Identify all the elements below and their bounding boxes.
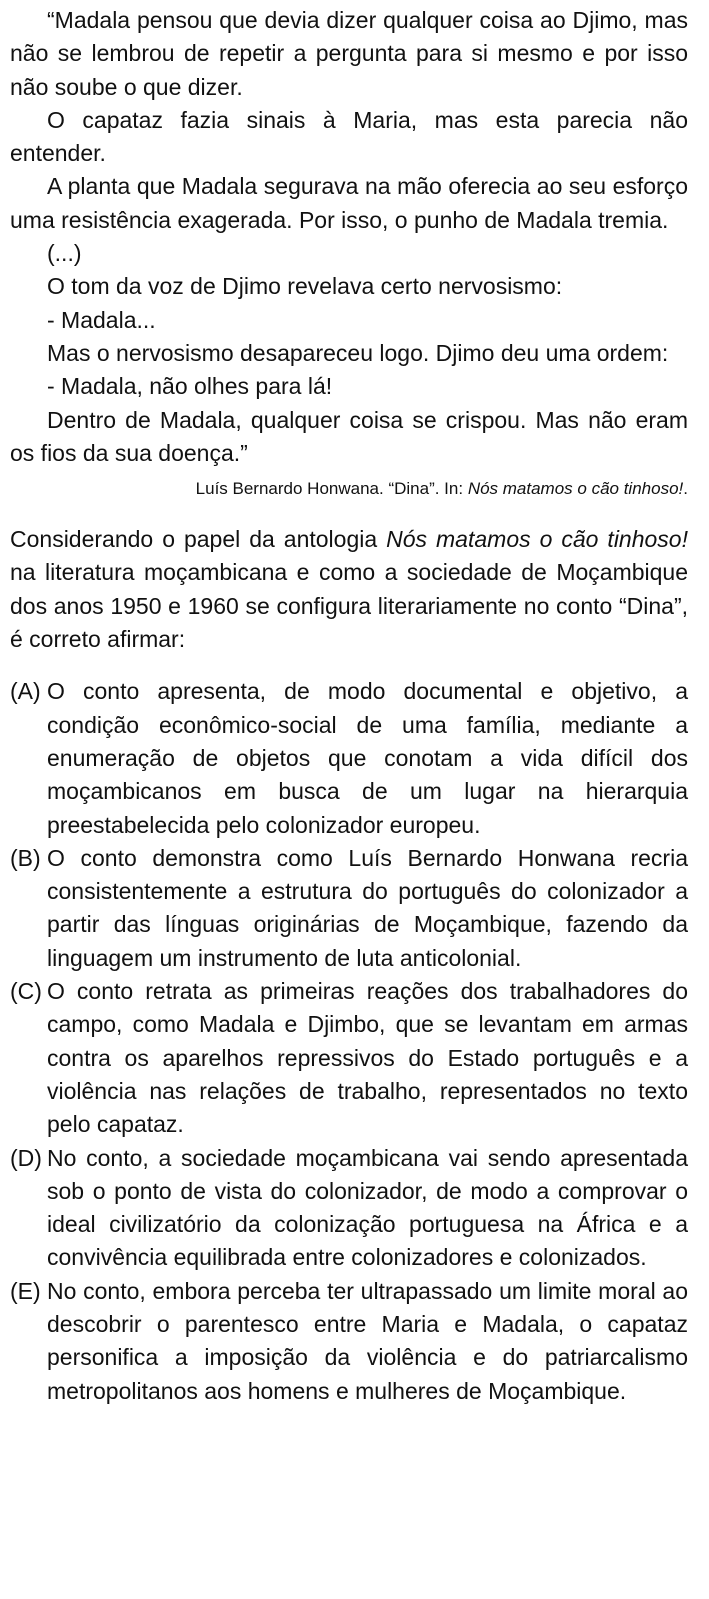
option-text: O conto demonstra como Luís Bernardo Honwana recria consistentemente a estrutura do português do colonizador a partir das línguas originárias de Moçambique, fazendo da linguagem um instrumento de luta anticolonial. — [47, 844, 688, 971]
excerpt-paragraph: Mas o nervosismo desapareceu logo. Djimo deu uma ordem: — [47, 339, 669, 366]
source-book-title: Nós matamos o cão tinhoso! — [467, 479, 684, 499]
excerpt-paragraph: Dentro de Madala, qualquer coisa se crispou. Mas não eram os fios da sua doença.” — [10, 406, 688, 466]
excerpt-paragraph: A planta que Madala segurava na mão oferecia ao seu esforço uma resistência exagerada. Por isso, o punho de Madala tremia. — [10, 173, 688, 233]
option-letter: (E) — [10, 1277, 41, 1304]
question-part-2: na literatura moçambicana e como a sociedade de Moçambique dos anos 1950 e 1960 se configura literariamente no conto “Dina”, é correto afirmar: — [10, 559, 688, 653]
option-d[interactable] — [10, 1142, 688, 1275]
excerpt-paragraph: (...) — [47, 240, 82, 267]
source-suffix: . — [683, 479, 688, 499]
answer-options — [10, 675, 688, 1408]
option-letter: (A) — [10, 678, 41, 705]
exam-page — [10, 4, 688, 1408]
excerpt-paragraph: “Madala pensou que devia dizer qualquer coisa ao Djimo, mas não se lembrou de repetir a pergunta para si mesmo e por isso não soube o que dizer. — [10, 7, 688, 100]
option-letter: (B) — [10, 844, 41, 871]
option-a[interactable] — [10, 675, 688, 841]
question-part-1: Considerando o papel da antologia — [10, 526, 387, 553]
option-letter: (C) — [10, 978, 42, 1005]
question-book-title: Nós matamos o cão tinhoso! — [386, 526, 688, 553]
option-text: O conto apresenta, de modo documental e objetivo, a condição econômico-social de uma família, mediante a enumeração de objetos que conotam a vida difícil dos moçambicanos em busca de um lugar na hierarquia preestabelecida pelo colonizador europeu. — [47, 678, 688, 838]
literary-excerpt — [10, 4, 688, 470]
option-b[interactable] — [10, 842, 688, 975]
source-prefix: Luís Bernardo Honwana. “Dina”. In: — [195, 479, 468, 499]
excerpt-paragraph: O tom da voz de Djimo revelava certo nervosismo: — [47, 273, 563, 300]
option-letter: (D) — [10, 1144, 42, 1171]
option-c[interactable] — [10, 975, 688, 1141]
excerpt-paragraph: - Madala, não olhes para lá! — [47, 373, 333, 400]
option-text: O conto retrata as primeiras reações dos trabalhadores do campo, como Madala e Djimbo, que se levantam em armas contra os aparelhos repressivos do Estado português e a violência nas relações de trabalho, representados no texto pelo capataz. — [47, 978, 688, 1138]
question-stem — [10, 523, 688, 656]
option-text: No conto, embora perceba ter ultrapassado um limite moral ao descobrir o parentesco entre Maria e Madala, o capataz personifica a imposição da violência e do patriarcalismo metropolitanos aos homens e mulheres de Moçambique. — [47, 1277, 688, 1404]
excerpt-paragraph: - Madala... — [47, 306, 156, 333]
option-text: No conto, a sociedade moçambicana vai sendo apresentada sob o ponto de vista do colonizador, de modo a comprovar o ideal civilizatório da colonização portuguesa na África e a convivência equilibrada entre colonizadores e colonizados. — [47, 1144, 688, 1271]
excerpt-paragraph: O capataz fazia sinais à Maria, mas esta parecia não entender. — [10, 106, 688, 167]
option-e[interactable] — [10, 1275, 688, 1408]
source-citation — [10, 477, 688, 501]
